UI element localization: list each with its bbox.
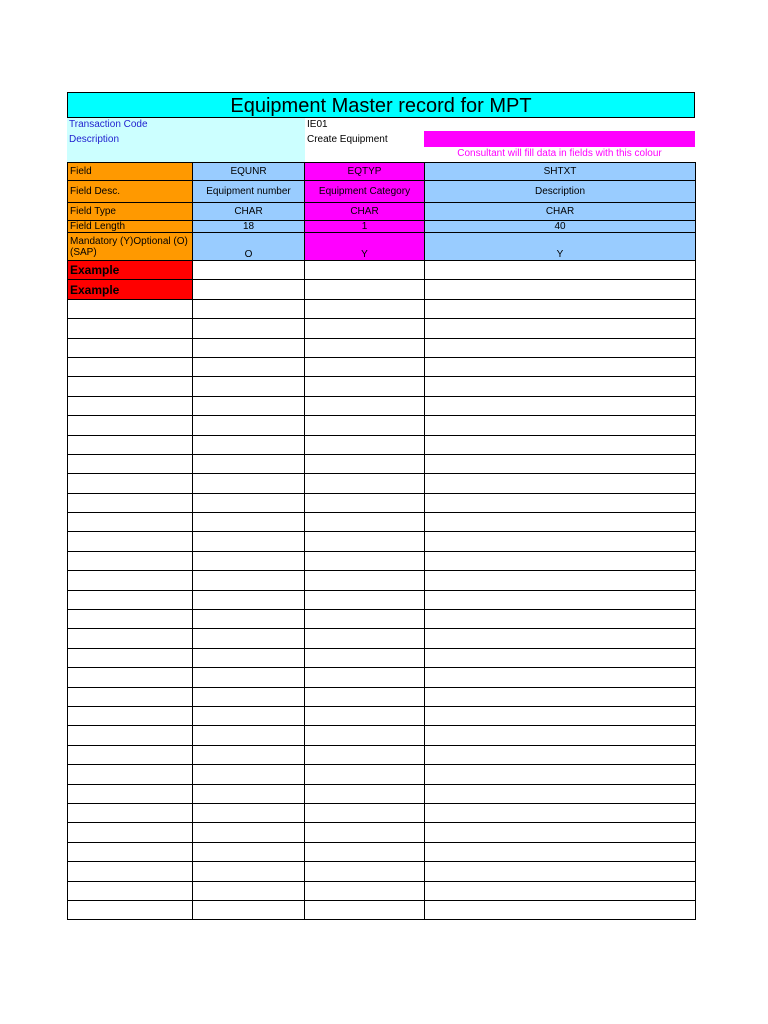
empty-cell[interactable]: [68, 319, 193, 338]
empty-cell[interactable]: [193, 551, 305, 570]
empty-cell[interactable]: [425, 280, 696, 299]
empty-cell[interactable]: [193, 823, 305, 842]
table-row: [68, 823, 696, 842]
empty-cell[interactable]: [425, 745, 696, 764]
empty-cell[interactable]: [305, 687, 425, 706]
table-row: [68, 629, 696, 648]
example-row: [68, 261, 696, 280]
example-row: [68, 280, 696, 299]
table-row: [68, 610, 696, 629]
table-row: [68, 474, 696, 493]
empty-cell[interactable]: [425, 900, 696, 919]
empty-cell[interactable]: [68, 803, 193, 822]
row-label: Field Length: [68, 221, 193, 233]
empty-cell[interactable]: [425, 726, 696, 745]
table-row: [68, 803, 696, 822]
cell-shtxt-mandatory: Y: [425, 233, 696, 261]
cell-equnr-type: CHAR: [193, 203, 305, 221]
empty-cell[interactable]: [305, 726, 425, 745]
empty-cell[interactable]: [425, 474, 696, 493]
empty-cell[interactable]: [68, 416, 193, 435]
empty-cell[interactable]: [193, 726, 305, 745]
cell-equnr-mandatory: O: [193, 233, 305, 261]
cell-equnr: EQUNR: [193, 163, 305, 181]
empty-cell[interactable]: [425, 493, 696, 512]
table-row: [68, 900, 696, 919]
empty-cell[interactable]: [305, 648, 425, 667]
table-row: [68, 668, 696, 687]
empty-cell[interactable]: [425, 396, 696, 415]
transaction-code-value: IE01: [307, 119, 328, 130]
description-label: Description: [67, 132, 305, 162]
empty-cell[interactable]: [425, 803, 696, 822]
table-row: [68, 435, 696, 454]
empty-cell[interactable]: [305, 416, 425, 435]
table-row: [68, 454, 696, 473]
empty-cell[interactable]: [305, 435, 425, 454]
empty-cell[interactable]: [193, 687, 305, 706]
empty-cell[interactable]: [68, 842, 193, 861]
header-row-field-desc: [68, 181, 696, 203]
empty-cell[interactable]: [425, 357, 696, 376]
empty-cell[interactable]: [305, 377, 425, 396]
meta-block: [67, 118, 695, 162]
empty-cell[interactable]: [68, 687, 193, 706]
empty-cell[interactable]: [193, 668, 305, 687]
empty-cell[interactable]: [193, 396, 305, 415]
spreadsheet: [67, 92, 695, 920]
empty-cell[interactable]: [193, 319, 305, 338]
empty-cell[interactable]: [193, 416, 305, 435]
empty-cell[interactable]: [193, 513, 305, 532]
empty-cell[interactable]: [425, 823, 696, 842]
row-label: Field Desc.: [68, 181, 193, 203]
cell-shtxt-length: 40: [425, 221, 696, 233]
empty-cell[interactable]: [68, 474, 193, 493]
empty-cell[interactable]: [193, 299, 305, 318]
header-row-field-length: [68, 221, 696, 233]
empty-cell[interactable]: [425, 881, 696, 900]
empty-cell[interactable]: [193, 803, 305, 822]
table-row: [68, 299, 696, 318]
empty-cell[interactable]: [305, 610, 425, 629]
empty-cell[interactable]: [68, 454, 193, 473]
table-row: [68, 687, 696, 706]
cell-eqtyp-mandatory: Y: [305, 233, 425, 261]
empty-cell[interactable]: [425, 687, 696, 706]
empty-cell[interactable]: [193, 493, 305, 512]
empty-cell[interactable]: [193, 706, 305, 725]
empty-cell[interactable]: [193, 261, 305, 280]
table-row: [68, 551, 696, 570]
empty-cell[interactable]: [305, 842, 425, 861]
empty-cell[interactable]: [305, 261, 425, 280]
empty-cell[interactable]: [425, 668, 696, 687]
empty-cell[interactable]: [425, 435, 696, 454]
empty-cell[interactable]: [305, 338, 425, 357]
empty-cell[interactable]: [305, 590, 425, 609]
empty-cell[interactable]: [68, 338, 193, 357]
empty-cell[interactable]: [68, 513, 193, 532]
row-label: Field: [68, 163, 193, 181]
empty-cell[interactable]: [305, 551, 425, 570]
empty-cell[interactable]: [68, 551, 193, 570]
empty-cell[interactable]: [305, 823, 425, 842]
empty-cell[interactable]: [305, 668, 425, 687]
cell-equnr-desc: Equipment number: [193, 181, 305, 203]
empty-cell[interactable]: [425, 590, 696, 609]
empty-cell[interactable]: [305, 881, 425, 900]
empty-cell[interactable]: [193, 842, 305, 861]
table-row: [68, 881, 696, 900]
empty-cell[interactable]: [68, 396, 193, 415]
empty-cell[interactable]: [193, 338, 305, 357]
empty-cell[interactable]: [68, 706, 193, 725]
empty-cell[interactable]: [68, 900, 193, 919]
empty-cell[interactable]: [68, 629, 193, 648]
empty-cell[interactable]: [425, 610, 696, 629]
empty-cell[interactable]: [305, 357, 425, 376]
table-row: [68, 571, 696, 590]
empty-cell[interactable]: [425, 319, 696, 338]
empty-cell[interactable]: [425, 706, 696, 725]
empty-cell[interactable]: [305, 571, 425, 590]
table-row: [68, 648, 696, 667]
table-row: [68, 319, 696, 338]
table-row: [68, 842, 696, 861]
empty-cell[interactable]: [193, 377, 305, 396]
table-row: [68, 590, 696, 609]
cell-equnr-length: 18: [193, 221, 305, 233]
row-label: Mandatory (Y)Optional (O)(SAP): [68, 233, 193, 261]
empty-cell[interactable]: [425, 629, 696, 648]
table-row: [68, 357, 696, 376]
empty-cell[interactable]: [305, 454, 425, 473]
table-row: [68, 706, 696, 725]
table-row: [68, 513, 696, 532]
empty-cell[interactable]: [68, 493, 193, 512]
header-row-field: [68, 163, 696, 181]
table-row: [68, 862, 696, 881]
empty-cell[interactable]: [193, 610, 305, 629]
empty-cell[interactable]: [425, 532, 696, 551]
empty-cell[interactable]: [68, 784, 193, 803]
empty-cell[interactable]: [68, 765, 193, 784]
transaction-code-label: Transaction Code: [67, 118, 305, 132]
empty-cell[interactable]: [305, 803, 425, 822]
empty-cell[interactable]: [68, 726, 193, 745]
empty-cell[interactable]: [425, 842, 696, 861]
empty-cell[interactable]: [193, 590, 305, 609]
empty-cell[interactable]: [305, 474, 425, 493]
empty-cell[interactable]: [305, 319, 425, 338]
cell-shtxt-desc: Description: [425, 181, 696, 203]
field-table: [67, 162, 696, 920]
empty-cell[interactable]: [425, 377, 696, 396]
empty-cell[interactable]: [425, 862, 696, 881]
empty-cell[interactable]: [305, 396, 425, 415]
empty-cell[interactable]: [68, 881, 193, 900]
cell-shtxt: SHTXT: [425, 163, 696, 181]
table-row: [68, 377, 696, 396]
empty-cell[interactable]: [193, 474, 305, 493]
cell-shtxt-type: CHAR: [425, 203, 696, 221]
empty-cell[interactable]: [425, 784, 696, 803]
empty-cell[interactable]: [305, 745, 425, 764]
empty-cell[interactable]: [425, 416, 696, 435]
empty-cell[interactable]: [425, 765, 696, 784]
empty-cell[interactable]: [193, 435, 305, 454]
consultant-note: Consultant will fill data in fields with this colour: [457, 148, 662, 159]
example-label: Example: [68, 261, 193, 280]
cell-eqtyp-type: CHAR: [305, 203, 425, 221]
empty-cell[interactable]: [305, 900, 425, 919]
example-label: Example: [68, 280, 193, 299]
empty-cell[interactable]: [68, 532, 193, 551]
empty-cell[interactable]: [193, 454, 305, 473]
empty-cell[interactable]: [193, 280, 305, 299]
empty-cell[interactable]: [425, 454, 696, 473]
empty-cell[interactable]: [425, 299, 696, 318]
empty-cell[interactable]: [68, 610, 193, 629]
empty-cell[interactable]: [425, 551, 696, 570]
consultant-color-swatch: [424, 131, 695, 147]
empty-cell[interactable]: [68, 862, 193, 881]
empty-cell[interactable]: [305, 629, 425, 648]
empty-cell[interactable]: [68, 823, 193, 842]
row-label: Field Type: [68, 203, 193, 221]
empty-cell[interactable]: [425, 338, 696, 357]
table-row: [68, 726, 696, 745]
empty-cell[interactable]: [68, 745, 193, 764]
sheet-title: Equipment Master record for MPT: [67, 92, 695, 118]
empty-cell[interactable]: [305, 532, 425, 551]
empty-cell[interactable]: [193, 900, 305, 919]
empty-cell[interactable]: [305, 493, 425, 512]
empty-cell[interactable]: [305, 862, 425, 881]
empty-cell[interactable]: [425, 261, 696, 280]
table-row: [68, 493, 696, 512]
empty-cell[interactable]: [68, 668, 193, 687]
empty-cell[interactable]: [68, 299, 193, 318]
table-row: [68, 745, 696, 764]
empty-cell[interactable]: [305, 280, 425, 299]
empty-cell[interactable]: [193, 765, 305, 784]
empty-cell[interactable]: [425, 571, 696, 590]
empty-cell[interactable]: [305, 299, 425, 318]
empty-cell[interactable]: [425, 513, 696, 532]
cell-eqtyp: EQTYP: [305, 163, 425, 181]
table-row: [68, 396, 696, 415]
empty-cell[interactable]: [305, 513, 425, 532]
cell-eqtyp-desc: Equipment Category: [305, 181, 425, 203]
table-row: [68, 784, 696, 803]
empty-cell[interactable]: [68, 648, 193, 667]
empty-cell[interactable]: [193, 784, 305, 803]
table-row: [68, 416, 696, 435]
empty-cell[interactable]: [68, 357, 193, 376]
table-row: [68, 765, 696, 784]
table-row: [68, 338, 696, 357]
cell-eqtyp-length: 1: [305, 221, 425, 233]
empty-cell[interactable]: [193, 532, 305, 551]
empty-cell[interactable]: [193, 862, 305, 881]
empty-cell[interactable]: [305, 706, 425, 725]
description-value: Create Equipment: [307, 134, 388, 145]
table-row: [68, 532, 696, 551]
empty-cell[interactable]: [193, 357, 305, 376]
header-row-field-type: [68, 203, 696, 221]
empty-cell[interactable]: [425, 648, 696, 667]
empty-cell[interactable]: [193, 629, 305, 648]
empty-cell[interactable]: [305, 784, 425, 803]
empty-cell[interactable]: [68, 377, 193, 396]
empty-cell[interactable]: [193, 648, 305, 667]
empty-cell[interactable]: [68, 435, 193, 454]
empty-cell[interactable]: [193, 881, 305, 900]
empty-cell[interactable]: [305, 765, 425, 784]
header-row-mandatory: [68, 233, 696, 261]
empty-cell[interactable]: [193, 745, 305, 764]
empty-cell[interactable]: [68, 571, 193, 590]
empty-cell[interactable]: [193, 571, 305, 590]
empty-cell[interactable]: [68, 590, 193, 609]
